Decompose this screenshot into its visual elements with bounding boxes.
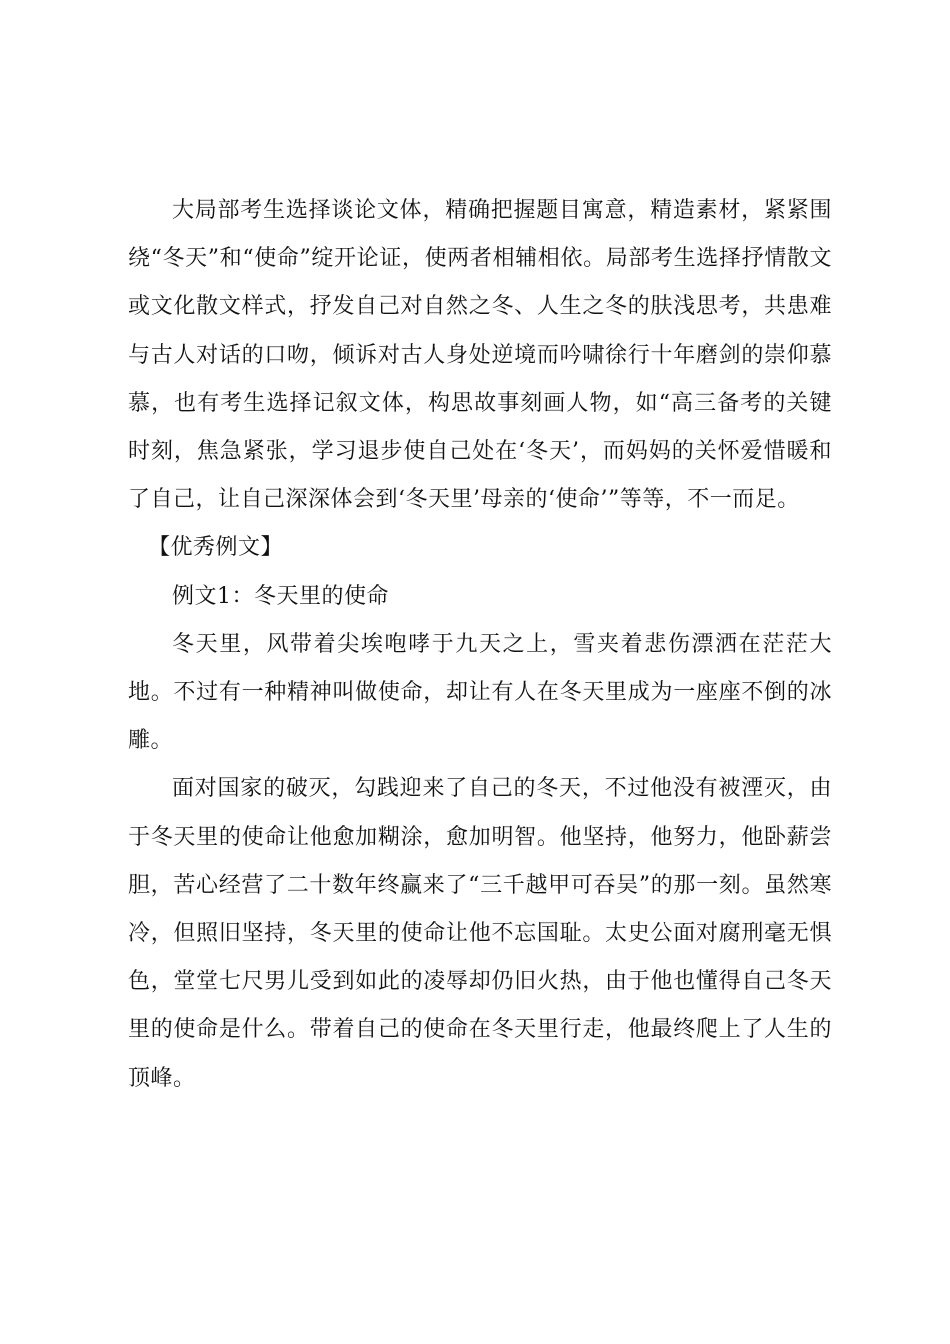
paragraph-exam-analysis: 大局部考生选择谈论文体，精确把握题目寓意，精造素材，紧紧围绕“冬天”和“使命”绽开论证，使两者相辅相依。局部考生选择抒情散文或文化散文样式，抒发自己对自然之冬、人生之冬的肤浅思考，共患难与古人对话的口吻，倾诉对古人身处逆境而吟啸徐行十年磨剑的崇仰慕慕，也有考生选择记叙文体，构思故事刻画人物，如“高三备考的关键时刻，焦急紧张，学习退步使自己处在‘冬天’，而妈妈的关怀爱惜暖和了自己，让自己深深体会到‘冬天里’母亲的‘使命’”等等，不一而足。 bbox=[128, 198, 832, 513]
paragraph-essay-body: 面对国家的破灭，勾践迎来了自己的冬天，不过他没有被湮灭，由于冬天里的使命让他愈加糊涂，愈加明智。他坚持，他努力，他卧薪尝胆，苦心经营了二十数年终赢来了“三千越甲可吞吴”的那一刻。虽然寒冷，但照旧坚持，冬天里的使命让他不忘国耻。太史公面对腐刑毫无惧色，堂堂七尺男儿受到如此的凌辱却仍旧火热，由于他也懂得自己冬天里的使命是什么。带着自己的使命在冬天里行走，他最终爬上了人生的顶峰。 bbox=[128, 776, 832, 1091]
essay-title: 例文1：冬天里的使命 bbox=[172, 583, 389, 609]
section-heading-excellent-essays: 【优秀例文】 bbox=[148, 535, 284, 561]
document-body bbox=[128, 187, 832, 1103]
paragraph-essay-opening: 冬天里，风带着尖埃咆哮于九天之上，雪夹着悲伤漂洒在茫茫大地。不过有一种精神叫做使命，却让有人在冬天里成为一座座不倒的冰雕。 bbox=[128, 631, 832, 754]
